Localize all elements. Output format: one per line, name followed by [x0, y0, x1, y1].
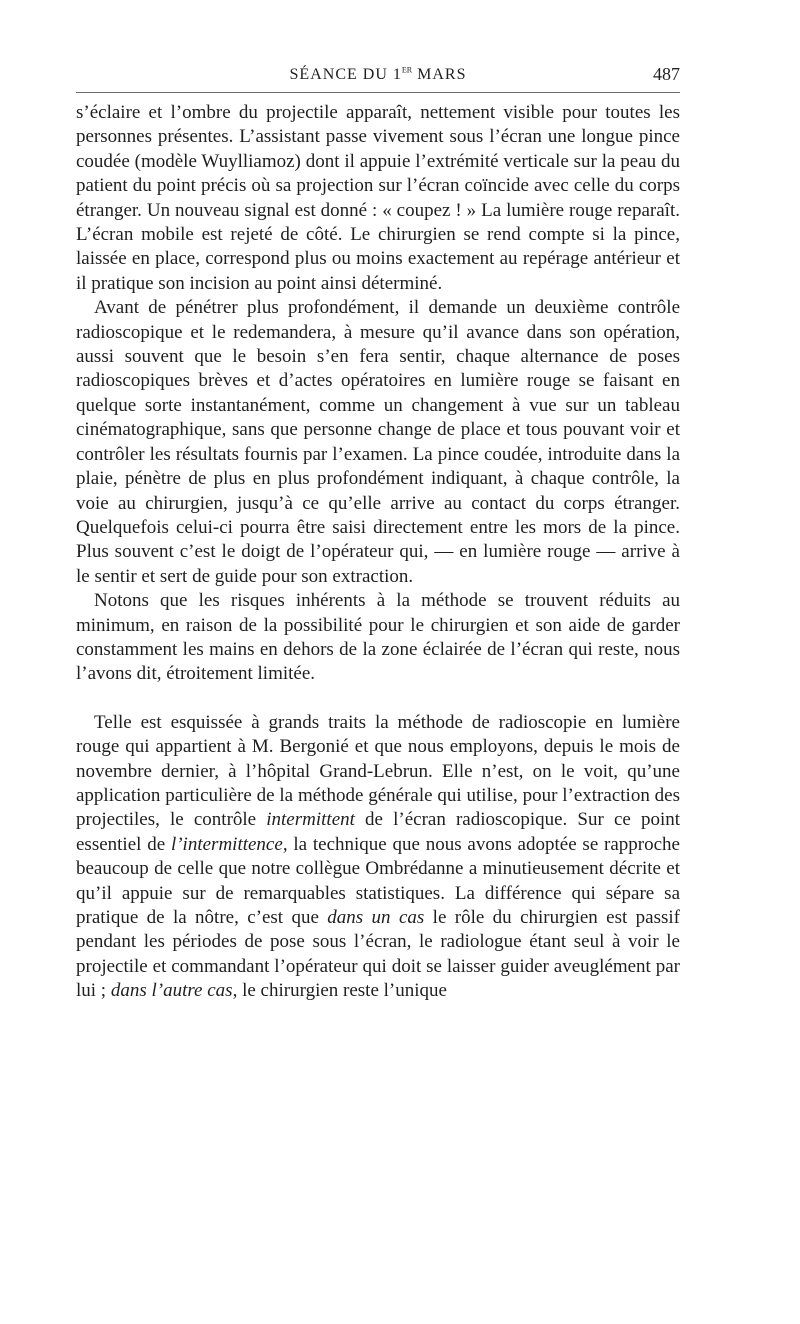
emphasis-text: l’intermittence [170, 833, 283, 855]
text-run: le rôle du chirurgien est passif pendant les périodes de pose sous l’écran, le radiologue étant seul à voir le projectile et commandant l’opérateur qui doit se laisser guider aveuglément par lui ; [76, 907, 680, 1002]
running-title-superscript: er [401, 63, 413, 76]
text-run: Telle est esquissée à grands traits la méthode de radioscopie en lumière rouge qui appartient à M. Bergonié et que nous employons, depuis le mois de novembre dernier, à l’hôpital Grand-Lebrun. Elle n’est, on le voit, qu’une application particulière de la méthode générale qui utilise, pour l’extraction des projectiles, le contrôle [76, 711, 680, 831]
page-number: 487 [653, 64, 680, 84]
text-run: , la technique que nous avons adoptée se rapproche beaucoup de celle que notre collègue Ombrédanne a minutieusement décrite et qu’il appuie sur de remarquables statistiques. La différence qui sépare sa pratique de la nôtre, c’est que [76, 833, 680, 928]
paragraph-1 [76, 101, 680, 296]
body-text [76, 101, 680, 1004]
running-header [76, 60, 680, 93]
paragraph-4 [76, 711, 680, 1004]
text-run: Notons que les risques inhérents à la méthode se trouvent réduits au minimum, en raison de la possibilité pour le chirurgien et son aide de garder constamment les mains en dehors de la zone éclairée de l’écran qui reste, nous l’avons dit, étroitement limitée. [76, 590, 680, 685]
emphasis-text: dans un cas [327, 907, 425, 928]
emphasis-text: intermittent [266, 809, 355, 831]
paragraph-2 [76, 296, 680, 589]
running-title-main: SÉANCE DU 1 [289, 66, 402, 83]
text-run: de l’écran radioscopique. Sur ce point essentiel de [76, 809, 680, 855]
text-run: s’éclaire et l’ombre du projectile apparaît, nettement visible pour toutes les personnes présentes. L’assistant passe vivement sous l’écran une longue pince coudée (modèle Wuylliamoz) dont il appuie l’extrémité verticale sur la peau du patient du point précis où sa projection sur l’écran coïncide avec celle du corps étranger. Un nouveau signal est donné : « coupez ! » La lumière rouge reparaît. L’écran mobile est rejeté de côté. Le chirurgien se rend compte si la pince, laissée en place, correspond plus ou moins exactement au repérage antérieur et il pratique son incision au point ainsi déterminé. [76, 102, 680, 294]
paragraph-3 [76, 589, 680, 687]
running-title-month: MARS [412, 66, 467, 83]
emphasis-text: dans l’autre cas [110, 980, 233, 1002]
text-run: , le chirurgien reste l’unique [232, 980, 447, 1002]
text-run: Avant de pénétrer plus profondément, il demande un deuxième contrôle radioscopique et le redemandera, à mesure qu’il avance dans son opération, aussi souvent que le besoin s’en fera sentir, chaque alternance de poses radioscopiques brèves et d’actes opératoires en lumière rouge se faisant en quelque sorte instantanément, comme un changement à vue sur un tableau cinématographique, sans que personne change de place et tous pouvant voir et contrôler les résultats fournis par l’examen. La pince coudée, introduite dans la plaie, pénètre de plus en plus profondément indiquant, à chaque contrôle, la voie au chirurgien, jusqu’à ce qu’elle arrive au contact du corps étranger. Quelquefois celui-ci pourra être saisi directement entre les mors de la pince. Plus souvent c’est le doigt de l’opérateur qui, — en lumière rouge — arrive à le sentir et sert de guide pour son extraction. [76, 297, 680, 587]
book-page [76, 60, 680, 1004]
running-title [76, 63, 680, 84]
